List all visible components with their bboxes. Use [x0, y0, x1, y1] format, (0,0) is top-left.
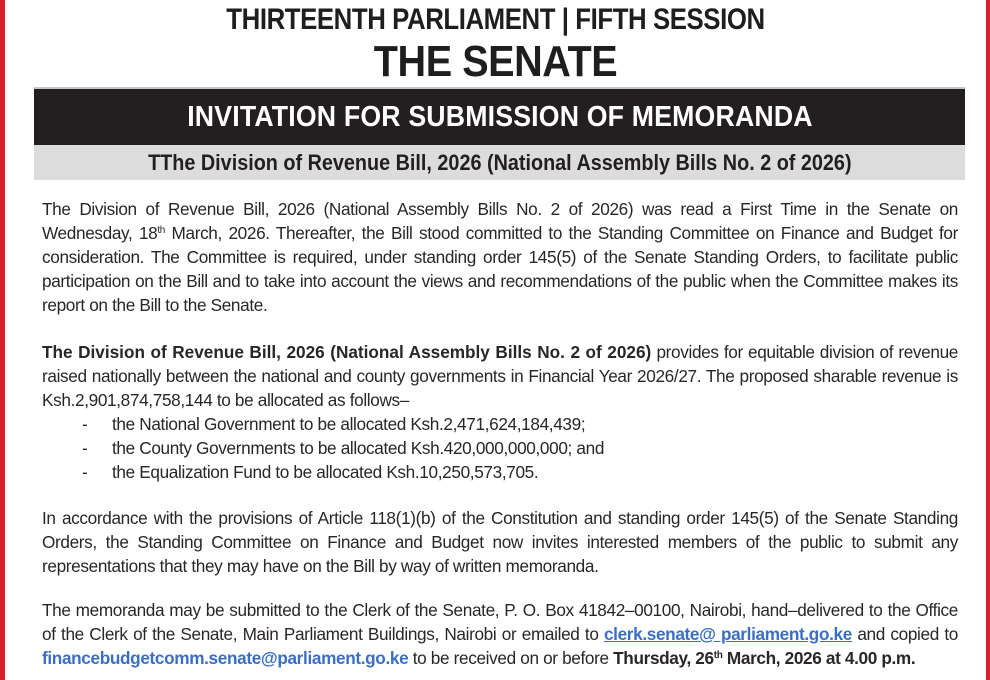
paragraph-text: March, 2026. Thereafter, the Bill stood committed to the Standing Committee on Finance and Budget for consideration. The Committee is required, under standing order 145(5) of the Senate Standing Orders, to facilitate public participation on the Bill and to take into account the views and recommendations of the public when the Committee makes its report on the Bill to the Senate.: [42, 223, 959, 315]
bill-subtitle: TThe Division of Revenue Bill, 2026 (National Assembly Bills No. 2 of 2026): [147, 150, 852, 175]
paragraph-text: and copied to: [851, 624, 958, 644]
clerk-email-link[interactable]: clerk.senate@ parliament.go.ke: [603, 624, 852, 644]
deadline-time: March, 2026 at 4.00 p.m.: [722, 648, 916, 668]
list-item: [42, 460, 958, 484]
ordinal-suffix: th: [713, 650, 723, 661]
allocation-text: the Equalization Fund to be allocated Ksh.10,250,573,705.: [112, 462, 539, 482]
paragraph-bill-summary: [42, 340, 958, 484]
allocation-text: the County Governments to be allocated Ksh.420,000,000,000; and: [112, 438, 605, 458]
committee-email-link[interactable]: financebudgetcomm.senate@parliament.go.ke: [42, 648, 409, 668]
deadline-date: Thursday, 26: [613, 648, 714, 668]
dash-bullet-icon: -: [82, 462, 88, 482]
paragraph-text: provides for equitable division of revenue raised nationally between the national and county governments in Financial Year 2026/27. The proposed sharable revenue is Ksh.2,901,874,758,144 to be allocated as follows–: [42, 342, 958, 410]
notice-title: INVITATION FOR SUBMISSION OF MEMORANDA: [186, 101, 813, 133]
dash-bullet-icon: -: [82, 414, 88, 434]
allocation-text: the National Government to be allocated Ksh.2,471,624,184,439;: [112, 414, 586, 434]
paragraph-text: The memoranda may be submitted to the Clerk of the Senate, P. O. Box 41842–00100, Nairobi, hand–delivered to the Office of the Clerk of the Senate, Main Parliament Buildings, Nairobi or emailed to: [42, 600, 958, 644]
allocation-list: [42, 412, 958, 484]
title-bar: [34, 89, 965, 145]
paragraph-text: to be received on or before: [408, 648, 614, 668]
list-item: [42, 412, 958, 436]
paragraph-text: The Division of Revenue Bill, 2026 (National Assembly Bills No. 2 of 2026) was read a First Time in the Senate on Wednesday, 18: [42, 199, 958, 243]
session-heading: THIRTEENTH PARLIAMENT | FIFTH SESSION: [226, 3, 765, 36]
subtitle-bar: [34, 145, 965, 180]
deadline: [613, 648, 915, 668]
dash-bullet-icon: -: [82, 438, 88, 458]
ordinal-suffix: th: [157, 225, 166, 236]
house-heading: THE SENATE: [373, 37, 618, 86]
bill-name-bold: The Division of Revenue Bill, 2026 (National Assembly Bills No. 2 of 2026): [42, 342, 652, 362]
paragraph-invitation: [42, 506, 958, 578]
paragraph-bill-reading: [42, 197, 958, 317]
paragraph-text: In accordance with the provisions of Article 118(1)(b) of the Constitution and standing order 145(5) of the Senate Standing Orders, the Standing Committee on Finance and Budget now invites interested members of the public to submit any representations that they may have on the Bill by way of written memoranda.: [42, 508, 958, 576]
list-item: [42, 436, 958, 460]
paragraph-submission: [42, 598, 958, 670]
